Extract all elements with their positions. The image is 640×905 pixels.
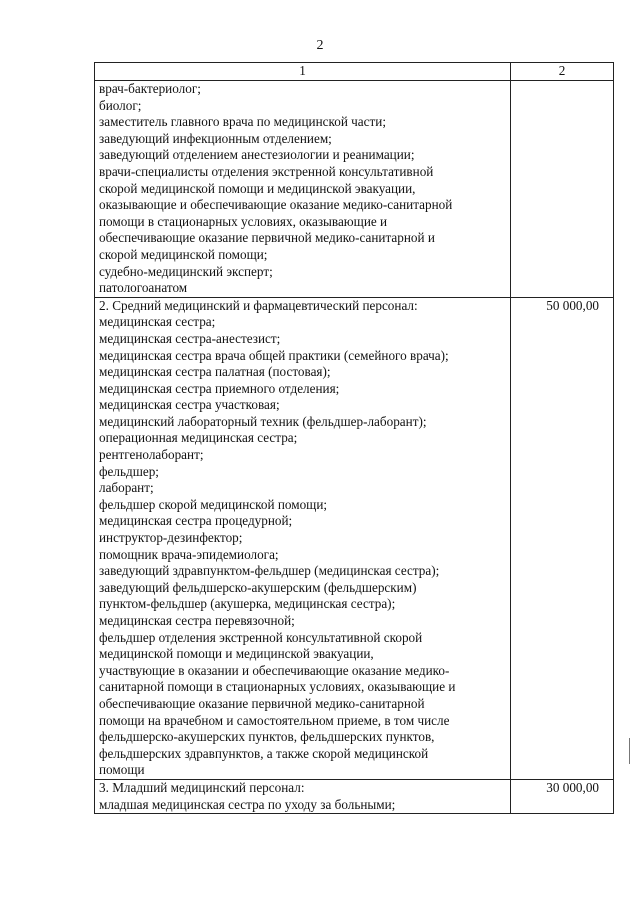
position-line: младшая медицинская сестра по уходу за больными; bbox=[99, 796, 396, 812]
position-line: фельдшер скорой медицинской помощи; bbox=[99, 496, 328, 512]
position-line: биолог; bbox=[99, 97, 142, 113]
position-line: медицинская сестра врача общей практики (семейного врача); bbox=[99, 347, 449, 363]
position-line: скорой медицинской помощи; bbox=[99, 246, 268, 262]
column-header-1: 1 bbox=[95, 63, 511, 81]
position-line: санитарной помощи в стационарных условиях, оказывающие и bbox=[99, 679, 456, 695]
amount-cell bbox=[511, 779, 614, 813]
category-heading: 3. Младший медицинский персонал: bbox=[99, 779, 305, 795]
position-line: врачи-специалисты отделения экстренной консультативной bbox=[99, 163, 434, 179]
position-line: медицинская сестра участковая; bbox=[99, 397, 280, 413]
table-row bbox=[95, 779, 614, 813]
position-line: оказывающие и обеспечивающие оказание медико-санитарной bbox=[99, 197, 453, 213]
position-line: патологоанатом bbox=[99, 280, 188, 296]
table-row bbox=[95, 297, 614, 779]
category-heading: 2. Средний медицинский и фармацевтический персонал: bbox=[99, 297, 418, 313]
table-header-row bbox=[95, 63, 614, 81]
position-line: фельдшер; bbox=[99, 463, 159, 479]
position-line: помощи на врачебном и самостоятельном приеме, в том числе bbox=[99, 712, 450, 728]
amount-value: 30 000,00 bbox=[546, 779, 599, 795]
table-row bbox=[95, 81, 614, 298]
column-header-2: 2 bbox=[511, 63, 614, 81]
amount-cell bbox=[511, 81, 614, 298]
position-line: заведующий фельдшерско-акушерским (фельдшерским) bbox=[99, 579, 417, 595]
position-line: помощи bbox=[99, 762, 145, 778]
position-list-cell bbox=[95, 779, 511, 813]
position-line: скорой медицинской помощи и медицинской эвакуации, bbox=[99, 180, 416, 196]
position-line: медицинской помощи и медицинской эвакуации, bbox=[99, 646, 374, 662]
page-number: 2 bbox=[316, 38, 324, 53]
position-list-cell bbox=[95, 297, 511, 779]
amount-cell bbox=[511, 297, 614, 779]
position-line: судебно-медицинский эксперт; bbox=[99, 263, 273, 279]
position-line: заместитель главного врача по медицинской части; bbox=[99, 114, 386, 130]
position-line: помощи в стационарных условиях, оказывающие и bbox=[99, 213, 388, 229]
position-line: фельдшер отделения экстренной консультативной скорой bbox=[99, 629, 423, 645]
position-line: помощник врача-эпидемиолога; bbox=[99, 546, 279, 562]
position-line: медицинская сестра палатная (постовая); bbox=[99, 364, 331, 380]
scan-margin-mark bbox=[629, 738, 632, 764]
position-line: обеспечивающие оказание первичной медико-санитарной и bbox=[99, 230, 435, 246]
position-line: обеспечивающие оказание первичной медико-санитарной bbox=[99, 695, 425, 711]
position-line: пунктом-фельдшер (акушерка, медицинская сестра); bbox=[99, 596, 396, 612]
position-line: заведующий отделением анестезиологии и реанимации; bbox=[99, 147, 415, 163]
position-line: рентгенолаборант; bbox=[99, 447, 204, 463]
position-line: операционная медицинская сестра; bbox=[99, 430, 298, 446]
position-line: лаборант; bbox=[99, 480, 154, 496]
position-line: фельдшерско-акушерских пунктов, фельдшерских пунктов, bbox=[99, 729, 435, 745]
position-line: заведующий здравпунктом-фельдшер (медицинская сестра); bbox=[99, 563, 440, 579]
position-line: медицинская сестра-анестезист; bbox=[99, 330, 281, 346]
position-line: медицинская сестра приемного отделения; bbox=[99, 380, 340, 396]
position-line: заведующий инфекционным отделением; bbox=[99, 130, 332, 146]
position-line: инструктор-дезинфектор; bbox=[99, 530, 243, 546]
staff-salary-table bbox=[94, 62, 614, 814]
position-line: медицинская сестра процедурной; bbox=[99, 513, 293, 529]
position-line: участвующие в оказании и обеспечивающие оказание медико- bbox=[99, 662, 450, 678]
position-list-cell bbox=[95, 81, 511, 298]
position-line: медицинская сестра; bbox=[99, 314, 216, 330]
amount-value: 50 000,00 bbox=[546, 297, 599, 313]
position-line: медицинская сестра перевязочной; bbox=[99, 613, 295, 628]
position-line: медицинский лабораторный техник (фельдшер-лаборант); bbox=[99, 413, 427, 429]
position-line: фельдшерских здравпунктов, а также скорой медицинской bbox=[99, 745, 429, 761]
position-line: врач-бактериолог; bbox=[99, 81, 201, 96]
